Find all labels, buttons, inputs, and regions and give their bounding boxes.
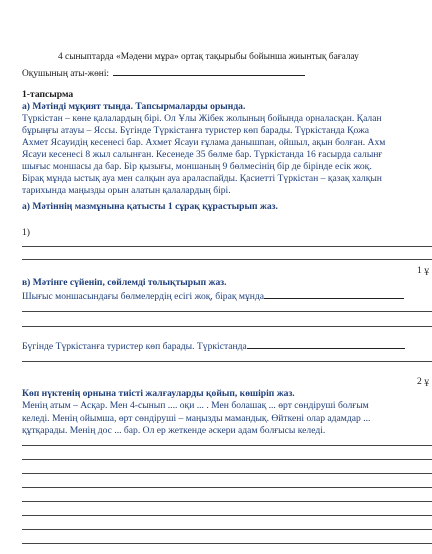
task1-text-line: Түркістан – көне қалалардың бірі. Ол Ұлы Жібек жолының бойында орналасқан. Қалан — [22, 113, 382, 124]
task1-text-line: Бірақ мұнда ыстық ауа мен салқын ауа араласпайды. Қасиетті Түркістан – қазақ халқын — [22, 173, 382, 184]
student-name-label: Оқушының аты-жөні: — [22, 69, 110, 79]
answer-line[interactable] — [22, 515, 432, 516]
answer-line[interactable] — [22, 445, 432, 446]
task3-text-line: құтқарады. Менің дос ... бар. Ол ер жеткенде әскери адам болғысы келеді. — [22, 425, 326, 436]
score-label-2: 2 ұ — [417, 376, 429, 387]
task3-text-line: келеді. Менің ойымша, өрт сөндіруші – маңызды мамандық. Өйткені олар адамдар ... — [22, 413, 371, 424]
answer-line[interactable] — [22, 361, 432, 362]
task3-instruction: Көп нүктенің орнына тиісті жалғауларды қойып, көшіріп жаз. — [22, 388, 295, 399]
task1-instruction-a: а) Мәтінді мұқият тыңда. Тапсырмаларды орында. — [22, 101, 246, 112]
task3-text-line: Менің атым – Асқар. Мен 4-сынып .... оқи ... . Мен болашақ ... өрт сөндіруші болғым — [22, 400, 369, 411]
student-name-field[interactable] — [113, 66, 305, 76]
student-name-row — [22, 66, 305, 81]
sentence-1-fill-line[interactable] — [264, 289, 404, 299]
answer-line[interactable] — [22, 529, 432, 530]
task2-instruction: в) Мәтінге сүйеніп, сөйлемді толықтырып жаз. — [22, 277, 227, 288]
task1-instruction-b: а) Мәтіннің мазмұнына қатысты 1 сұрақ құрастырып жаз. — [22, 201, 278, 212]
answer-label-1: 1) — [22, 227, 30, 238]
answer-line[interactable] — [22, 487, 432, 488]
task2-sentence-1-row — [22, 289, 404, 303]
task1-text-line: тарихында маңызды орын алатын қалалардың бірі. — [22, 185, 231, 196]
answer-line[interactable] — [22, 459, 432, 460]
task1-text-line: бұрыңғы атауы – Яссы. Бүгінде Түркістанға туристер көп барады. Түркістанда Қожа — [22, 125, 369, 136]
answer-line[interactable] — [22, 543, 432, 544]
answer-line[interactable] — [22, 326, 432, 327]
task1-text-line: шығыс моншасы да бар. Бір қызығы, моншаның 9 бөлмесінің бір де бірінде есік жоқ. — [22, 161, 372, 172]
answer-line[interactable] — [22, 501, 432, 502]
answer-line[interactable] — [22, 473, 432, 474]
sentence-2-fill-line[interactable] — [247, 339, 405, 349]
task2-sentence-1: Шығыс моншасындағы бөлмелердің есігі жоқ, бірақ мұнда — [22, 291, 265, 302]
worksheet-title: 4 сыныптарда «Мәдени мұра» ортақ тақырыбы бойынша жиынтық бағалау — [58, 52, 359, 62]
task1-text-line: Ахмет Ясауидің кесенесі бар. Ахмет Ясауи ғұлама данышпан, ойшыл, ақын болған. Ахм — [22, 137, 386, 148]
task2-sentence-2: Бүгінде Түркістанға туристер көп барады. Түркістанда — [22, 341, 247, 352]
answer-line[interactable] — [22, 259, 432, 260]
task2-sentence-2-row — [22, 339, 405, 353]
task1-text-line: Ясауи кесенесі 8 жыл салынған. Кесенеде 35 бөлме бар. Түркістанда 16 ғасырда салынғ — [22, 149, 383, 160]
answer-line[interactable] — [22, 246, 432, 247]
answer-line[interactable] — [22, 311, 432, 312]
task1-number: 1-тапсырма — [22, 89, 74, 100]
score-label-1: 1 ұ — [417, 265, 429, 276]
